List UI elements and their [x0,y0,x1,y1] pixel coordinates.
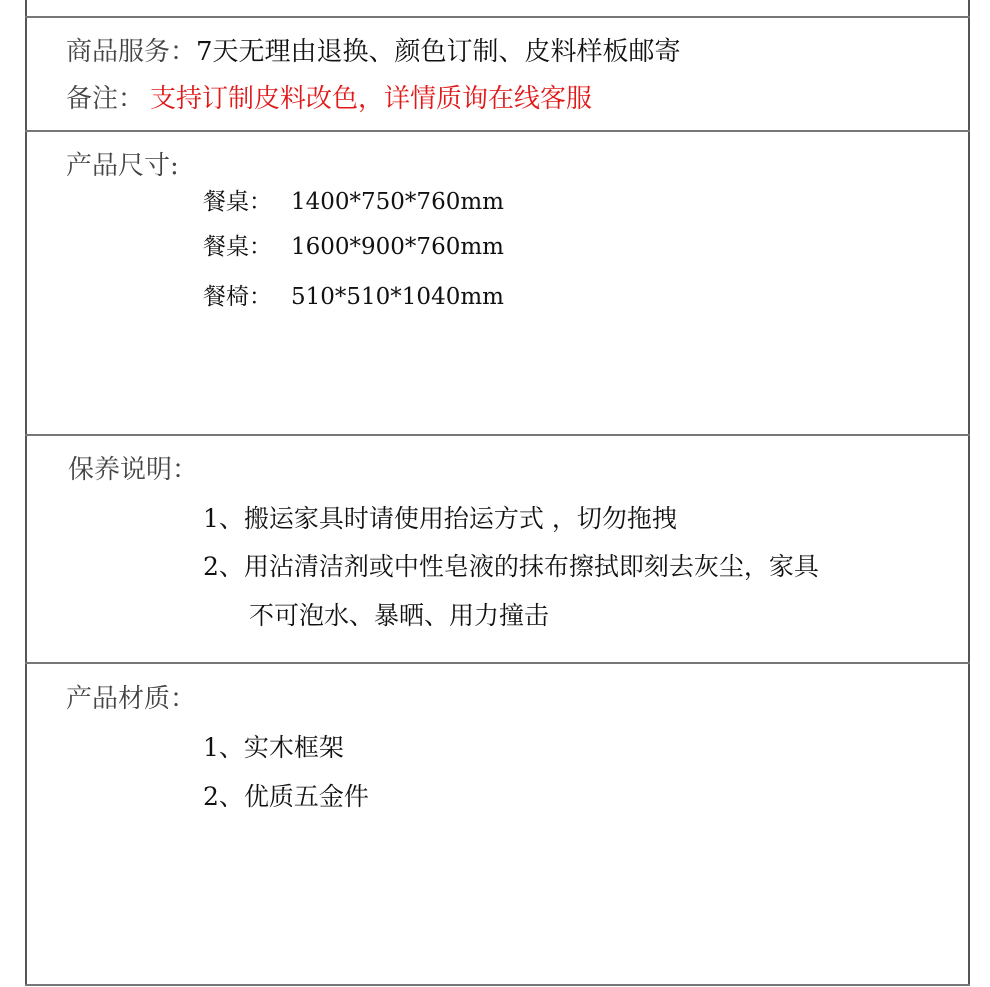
size-title: 产品尺寸: [66,151,179,181]
size-item-label: 餐椅： [203,284,272,310]
note-value: 支持订制皮料改色，详情质询在线客服 [150,84,593,114]
note-label: 备注： [66,84,145,114]
care-title: 保养说明： [68,455,199,485]
divider-top [25,16,970,18]
size-item-value: 1400*750*760mm [291,189,504,215]
size-item-label: 餐桌： [203,234,272,260]
size-item-value: 1600*900*760mm [291,234,504,260]
divider-service-size [25,130,970,132]
info-table [25,0,970,985]
divider-bottom [25,984,970,986]
care-item: 1、搬运家具时请使用抬运方式 ，切勿拖拽 [203,504,677,533]
size-item-value: 510*510*1040mm [291,284,504,310]
material-item: 2、优质五金件 [203,782,369,811]
size-item-label: 餐桌： [203,189,272,215]
divider-size-care [25,434,970,436]
service-value: 7天无理由退换、颜色订制、皮料样板邮寄 [196,37,681,67]
care-item-continuation: 不可泡水、暴晒、用力撞击 [249,601,550,630]
service-label: 商品服务： [66,37,197,67]
divider-care-material [25,662,970,664]
material-title: 产品材质： [66,684,197,714]
material-item: 1、实木框架 [203,733,344,762]
care-item: 2、用沾清洁剂或中性皂液的抹布擦拭即刻去灰尘，家具 [203,552,819,581]
